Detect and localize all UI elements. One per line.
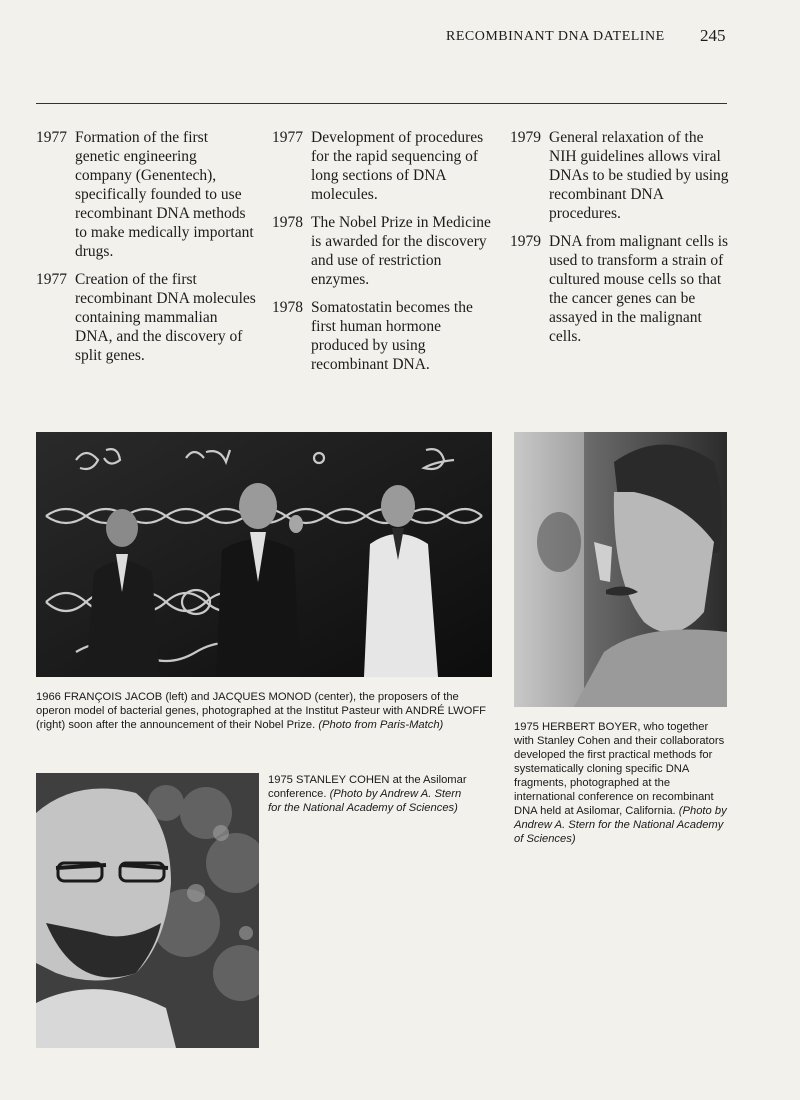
entry-text: Formation of the first genetic engineering company (Genentech), specifically founded to use recombinant DNA methods to make medically important drugs. — [75, 129, 254, 260]
caption-text: 1975 STANLEY COHEN at the Asilomar conference. — [268, 774, 467, 800]
jacob-monod-caption — [36, 690, 488, 732]
chalkboard-scene — [36, 432, 492, 677]
page-number: 245 — [700, 26, 726, 45]
timeline-column-1 — [36, 128, 256, 374]
boyer-caption — [514, 720, 729, 846]
caption-text: 1975 HERBERT BOYER, who together with Stanley Cohen and their collaborators developed the first practical methods for systematically cloning specific DNA fragments, photographed at the international conference on recombinant DNA held at Asilomar, California. — [514, 721, 725, 817]
timeline-entry — [272, 298, 494, 374]
photo-credit: (Photo by Andrew A. Stern for the National Academy of Sciences) — [514, 805, 727, 845]
header-rule — [36, 103, 727, 104]
page-header — [0, 24, 800, 54]
cohen-photo — [36, 773, 259, 1048]
entry-year: 1977 — [36, 129, 67, 146]
running-head: RECOMBINANT DNA DATELINE — [446, 29, 665, 44]
timeline-entry — [510, 128, 732, 223]
photo-credit: (Photo from Paris-Match) — [318, 719, 444, 731]
timeline-entry — [510, 232, 732, 346]
timeline-entry — [36, 270, 256, 365]
entry-year: 1979 — [510, 129, 541, 146]
caption-text: 1966 FRANÇOIS JACOB (left) and JACQUES MONOD (center), the proposers of the operon model of bacterial genes, photographed at the Institut Pasteur with ANDRÉ LWOFF (right) soon after the announcement of their Nobel Prize. — [36, 691, 487, 731]
timeline-entry — [272, 213, 494, 289]
timeline-entry — [272, 128, 494, 204]
boyer-portrait — [514, 432, 727, 707]
entry-text: DNA from malignant cells is used to transform a strain of cultured mouse cells so that the cancer genes can be assayed in the malignant cells. — [549, 233, 729, 345]
entry-text: Somatostatin becomes the first human hormone produced by using recombinant DNA. — [311, 299, 473, 373]
cohen-portrait — [36, 773, 259, 1048]
entry-year: 1978 — [272, 214, 303, 231]
cohen-caption — [268, 773, 468, 815]
jacob-monod-photo — [36, 432, 492, 677]
entry-text: The Nobel Prize in Medicine is awarded for the discovery and use of restriction enzymes. — [311, 214, 491, 288]
entry-year: 1979 — [510, 233, 541, 250]
boyer-photo — [514, 432, 727, 707]
entry-year: 1978 — [272, 299, 303, 316]
entry-year: 1977 — [272, 129, 303, 146]
timeline-entry — [36, 128, 256, 261]
photo-credit: (Photo by Andrew A. Stern for the National Academy of Sciences) — [268, 788, 462, 814]
entry-text: General relaxation of the NIH guidelines allows viral DNAs to be studied by using recombinant DNA procedures. — [549, 129, 729, 222]
timeline-column-2 — [272, 128, 494, 383]
entry-text: Creation of the first recombinant DNA molecules containing mammalian DNA, and the discovery of split genes. — [75, 271, 256, 364]
entry-text: Development of procedures for the rapid sequencing of long sections of DNA molecules. — [311, 129, 484, 203]
entry-year: 1977 — [36, 271, 67, 288]
timeline-column-3 — [510, 128, 732, 355]
